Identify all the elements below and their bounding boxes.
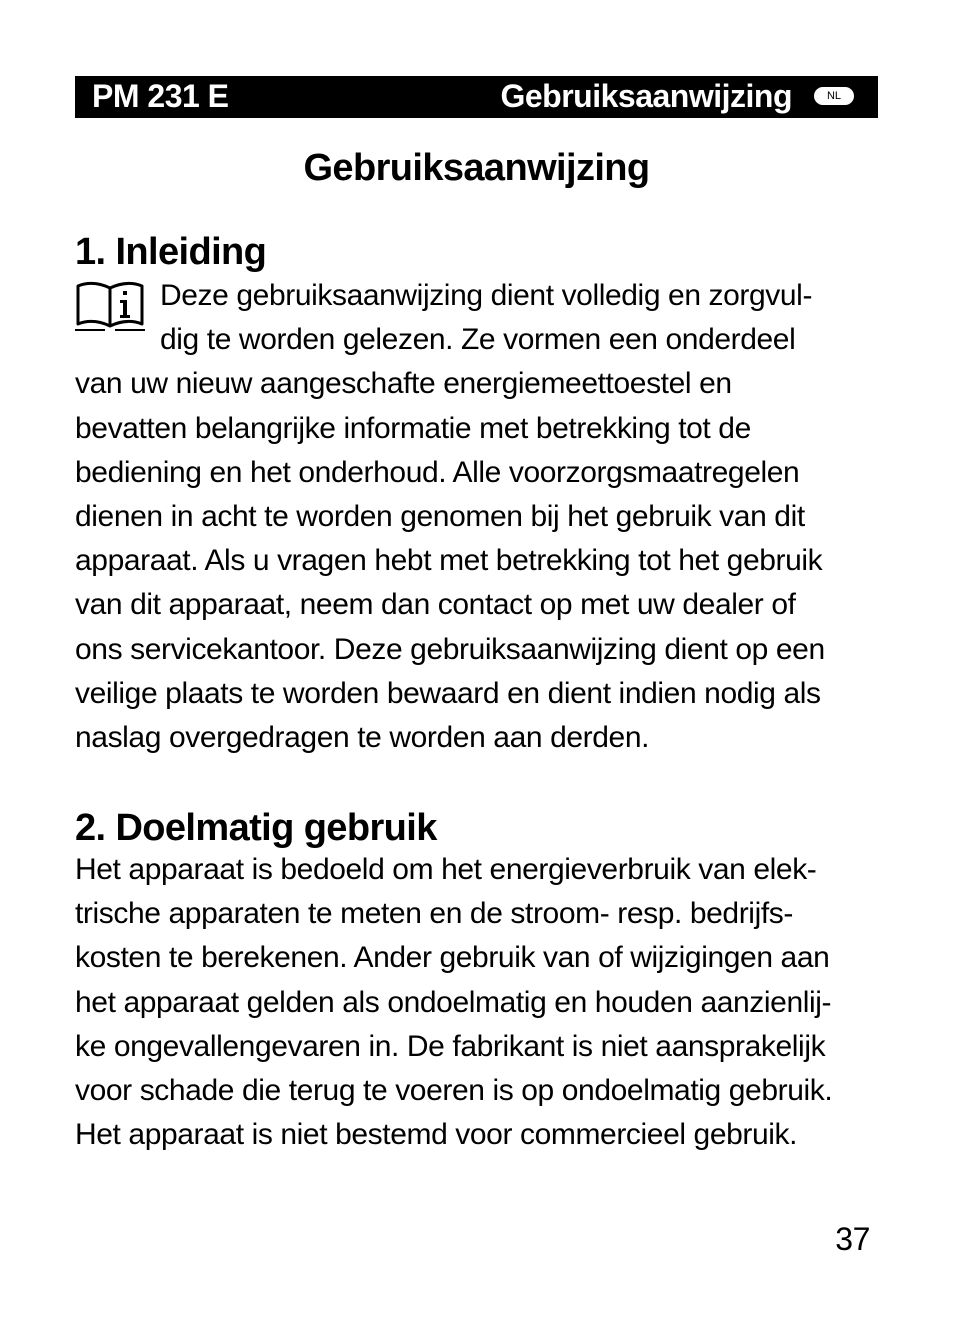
- text-line: Het apparaat is bedoeld om het energieverbruik van elek-: [75, 853, 817, 886]
- section-heading-introduction: 1. Inleiding: [75, 231, 267, 273]
- header-model: PM 231 E: [92, 78, 229, 114]
- text-line: Het apparaat is niet bestemd voor commercieel gebruik.: [75, 1118, 798, 1152]
- text-line: bevatten belangrijke informatie met betrekking tot de: [75, 411, 751, 445]
- introduction-text: [75, 274, 878, 760]
- text-line: trische apparaten te meten en de stroom- resp. bedrijfs-: [75, 897, 793, 931]
- text-line: ke ongevallengevaren in. De fabrikant is niet aansprakelijk: [75, 1029, 826, 1063]
- header-title: Gebruiksaanwijzing: [500, 78, 792, 114]
- text-line: dienen in acht te worden genomen bij het gebruik van dit: [75, 500, 805, 534]
- intended-use-text: [75, 848, 878, 1157]
- text-line: dig te worden gelezen. Ze vormen een onderdeel: [160, 323, 796, 357]
- text-line: apparaat. Als u vragen hebt met betrekking tot het gebruik: [75, 544, 823, 578]
- text-line: veilige plaats te worden bewaard en dient indien nodig als: [75, 676, 821, 710]
- text-line: van dit apparaat, neem dan contact op met uw dealer of: [75, 588, 796, 622]
- text-line: het apparaat gelden als ondoelmatig en houden aanzienlij-: [75, 985, 832, 1019]
- text-line: voor schade die terug te voeren is op ondoelmatig gebruik.: [75, 1074, 833, 1108]
- text-line: kosten te berekenen. Ander gebruik van of wijzigingen aan: [75, 941, 830, 975]
- language-badge: NL: [812, 85, 856, 107]
- text-line: naslag overgedragen te worden aan derden.: [75, 721, 650, 755]
- text-line: Deze gebruiksaanwijzing dient volledig en zorgvul-: [160, 279, 813, 312]
- section-heading-intended-use: 2. Doelmatig gebruik: [75, 807, 437, 849]
- header-bar: [75, 76, 878, 118]
- text-line: ons servicekantoor. Deze gebruiksaanwijzing dient op een: [75, 632, 825, 666]
- page-title: Gebruiksaanwijzing: [303, 147, 650, 189]
- page-number: 37: [835, 1221, 870, 1257]
- text-line: bediening en het onderhoud. Alle voorzorgsmaatregelen: [75, 455, 800, 489]
- text-line: van uw nieuw aangeschafte energiemeettoestel en: [75, 367, 732, 401]
